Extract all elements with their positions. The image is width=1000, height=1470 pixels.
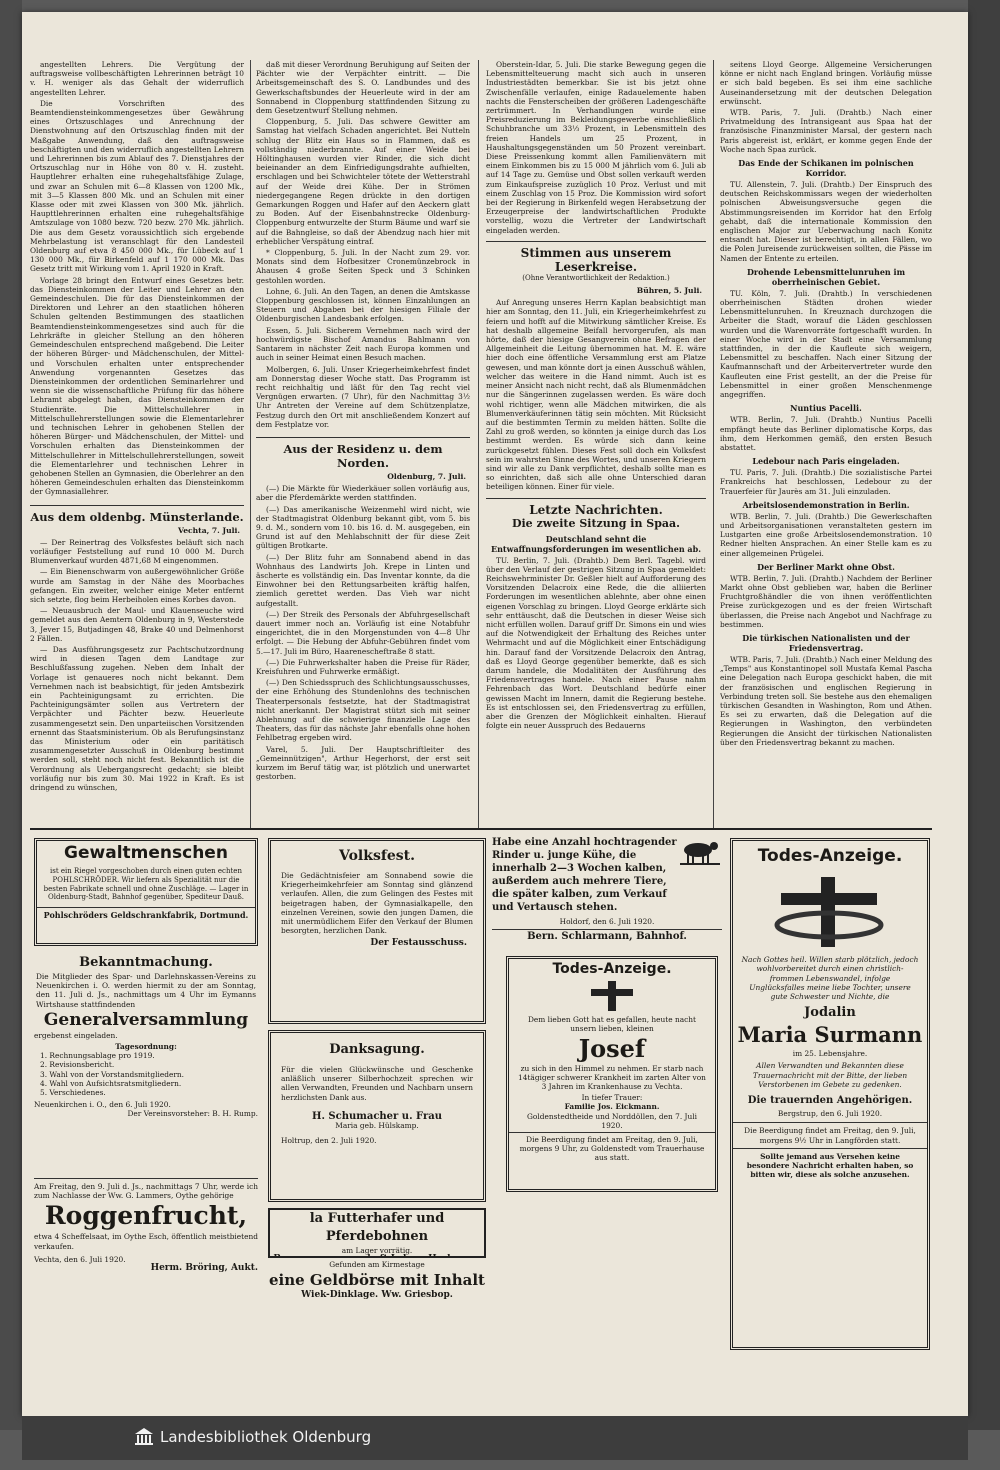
ad-headline: Generalversammlung (43, 1009, 249, 1030)
ad-date: Goldenstedtheide und Norddöllen, den 7. Juli 1920. (527, 1111, 697, 1130)
ad-kuehe-top (492, 836, 722, 914)
library-building-icon (134, 1426, 154, 1446)
article-paragraph: Auf Anregung unseres Herrn Kaplan beabsichtigt man hier am Sonntag, den 11. Juli, ein Kriegerheimkehrfest zu feiern und hofft auf die Mitwirkung sämtlicher Kreise. Es hat deshalb allgemeine Beifall hervorgerufen, als man hörte, daß der hiesige Gesangverein ohne Befragen der Allgemeinheit die Leitung übernommen hat. M. E. wäre hier doch eine öffentliche Versammlung erst am Platze gewesen, und man könnte dort ja einen Ausschuß wählen, welcher das weitere in die Hand nimmt. Auch ist es meiner Ansicht nach nicht recht, daß als Blumenmädchen nur die Sängerinnen zugelassen werden. Es wäre doch wohl richtiger, wenn alle Mädchen mitwirken, die als Blumenverkäuferinnen tätig sein möchten. Mit Rücksicht auf die bestimmten Termin zu melden hätten. Sollte die Zahl zu groß werden, so könnten ja einige durch das Los bestimmt werden. Es würde sich dann keine zurückgesetzt fühlen. Dieses Fest soll doch ein Volksfest sein im wahrsten Sinne des Wortes, und unseren Kriegern sind wir alle zu Dank verpflichtet, deshalb sollte man es so einrichten, daß sich alle ohne Unterschied daran beteiligen können. Einer für viele. (486, 298, 706, 492)
scan-left-edge (0, 0, 22, 1430)
article-paragraph: Oberstein-Idar, 5. Juli. Die starke Bewegung gegen die Lebensmittelteuerung macht sich auch in unseren Industriestädten bemerkbar. Sie ist bis jetzt ohne Zwischenfälle verlaufen, einige Radauelemente haben nachts die Fensterscheiben der größeren Ladengeschäfte zertrümmert. In Verhandlungen wurde eine Preisreduzierung im Bekleidungsgewerbe einschließlich Schuhbranche um 33⅓ Prozent, in Lebensmitteln des freien Handels um 25 Prozent, in Haushaltungsgegenständen um 50 Prozent vereinbart. Diese Preissenkung kommt allen Familienvätern mit einem Einkommen bis zu 15 000 M jährlich vom 6. Juli ab auf 14 Tage zu. Gemüse und Obst sollen verkauft werden zum Einkaufspreise zuzüglich 10 Proz. Verlust und mit einem Zuschlag von 15 Proz. Die Kommission wird sofort bei der Regierung in Birkenfeld wegen Herabsetzung der Erzeugerpreise der landwirtschaftlichen Produkte vorstellig, wozu die Vertreter der Landwirtschaft eingeladen werden. (486, 60, 706, 235)
ad-note: Die Beerdigung findet am Freitag, den 9. Juli, morgens 9½ Uhr in Langförden statt. (733, 1122, 927, 1147)
deceased-name: Maria Surmann (737, 1022, 923, 1048)
article-paragraph: (—) Den Schiedsspruch des Schlichtungsausschusses, der eine Erhöhung des Stundenlohns des technischen Theaterpersonals festsetzte, hat der Stadtmagistrat nicht anerkannt. Der Magistrat stützt sich mit seiner Ablehnung auf die schwierige finanzielle Lage des Theaters, das für das nächste Jahr ebenfalls ohne hohen Fehlbetrag ergeben wird. (256, 678, 470, 743)
ad-date: Holtrup, den 2. Juli 1920. (281, 1136, 377, 1146)
ad-text: Habe eine Anzahl hochtragender Rinder u. junge Kühe, die innerhalb 2—3 Wochen kalben, außerdem auch mehrere Tiere, die später kalben, zum Verkauf und Vertausch stehen. (492, 837, 677, 913)
article-paragraph: daß mit dieser Verordnung Beruhigung auf Seiten der Pächter wie der Verpächter eintritt. — Die Arbeitsgemeinschaft des S. O. Landbundes und des Gewerkschaftsbundes der Heuerleute wird in der am Sonnabend in Cloppenburg stattfindenden Sitzung zu dem Gesetzentwurf Stellung nehmen. (256, 60, 470, 116)
ad-title: Volksfest. (339, 848, 415, 864)
ad-pre-name: Jodalin (804, 1005, 856, 1021)
ad-text: Die Gedächtnisfeier am Sonnabend sowie die Kriegerheimkehrfeier am Sonntag sind glänzend verlaufen. Allen, die zum Gelingen des Festes mit beigetragen haben, der Gymnasialkapelle, den einzelnen Vereinen, sowie den jungen Damen, die mit unermüdlichem Eifer den Verkauf der Blumen besorgten, herzlichen Dank. (281, 871, 473, 936)
column-rule (250, 60, 251, 830)
news-columns (30, 60, 932, 830)
column-rule (713, 60, 714, 830)
headline: Das Ende der Schikanen im polnischen Korridor. (738, 158, 914, 179)
agenda-item: 5. Verschiedenes. (40, 1088, 106, 1098)
article-paragraph: WTB. Berlin, 7. Juli. (Drahtb.) Nuntius Pacelli empfängt heute das Berliner diplomatische Korps, das ihm, dem Herkommen gemäß, den ersten Besuch abstattet. (720, 415, 932, 452)
ad-text: etwa 4 Scheffelsaat, im Oythe Esch, öffentlich meistbietend verkaufen. (34, 1232, 258, 1251)
cross-wreath-icon (755, 871, 905, 951)
deceased-name: Josef (578, 1033, 646, 1063)
column-1 (30, 60, 244, 830)
section-heading-residenz: Aus der Residenz u. dem Norden. (256, 437, 470, 470)
ad-volksfest (268, 838, 486, 1024)
ad-date: Vechta, den 6. Juli 1920. (34, 1254, 126, 1264)
section-heading-letzte-nachrichten: Letzte Nachrichten. (486, 498, 706, 517)
ad-date: Holdorf, den 6. Juli 1920. (559, 917, 655, 926)
ad-title: Gewaltmenschen (64, 843, 228, 863)
ad-todes-anzeige-josef (506, 956, 718, 1192)
article-paragraph: — Der Reinertrag des Volksfestes beläuft sich nach vorläufiger Feststellung auf rund 10 000 M. Durch Blumenverkauf wurden 4871,68 M eingenommen. (30, 537, 244, 566)
ad-text: ist ein Riegel vorgeschoben durch einen guten echten POHLSCHRÖDER. Wir liefern als Spezialität nur die besten Fabrikate schnell und ohne Zuschläge. — Lager in Oldenburg-Stadt, Bahnhof gegenüber, Spediteur Dauß. (43, 867, 249, 902)
article-paragraph: (—) Der Blitz fuhr am Sonnabend abend in das Wohnhaus des Landwirts Joh. Krepe in Linten und äscherte es vollständig ein. Das Inventar konnte, da die Einwohner bei den Rettungsarbeiten kräftig halfen, ziemlich gerettet werden. Das Vieh war nicht aufgestallt. (256, 552, 470, 608)
ad-text: am Lager vorrätig. (341, 1246, 413, 1255)
ad-footer: Pohlschröders Geldschrankfabrik, Dortmund. (37, 907, 255, 920)
article-paragraph: angestellten Lehrers. Die Vergütung der auftragsweise vollbeschäftigten Lehrerinnen beträgt 10 v. H. weniger als das Gehalt der widerruflich angestellten Lehrer. (30, 60, 244, 97)
ad-headline: Roggenfrucht, (44, 1201, 248, 1231)
cross-icon (577, 979, 647, 1013)
news-subhead: Deutschland sehnt die Entwaffnungsforderungen im wesentlichen ab. (491, 533, 701, 554)
ad-note: Die Beerdigung findet am Freitag, den 9. Juli, morgens 9 Uhr, zu Goldenstedt vom Trauerhause aus statt. (509, 1132, 715, 1165)
dateline: Oldenburg, 7. Juli. (387, 471, 466, 481)
agenda-item: 4. Wahl von Aufsichtsratsmitgliedern. (40, 1078, 182, 1088)
ad-text: Allen Verwandten und Bekannten diese Trauernachricht mit der Bitte, der lieben Verstorbenen im Gebete zu gedenken. (752, 1061, 908, 1089)
article-paragraph: (—) Die Märkte für Wiederkäuer sollen vorläufig aus, aber die Pferdemärkte werden stattfinden. (256, 484, 470, 503)
agenda-item: 3. Wahl von der Vorstandsmitgliedern. (40, 1069, 184, 1079)
ad-mourn: In tiefer Trauer: (581, 1093, 643, 1103)
section-heading-muensterland: Aus dem oldenbg. Münsterlande. (30, 505, 244, 524)
ad-title: Danksagung. (329, 1042, 425, 1057)
article-paragraph: Die Vorschriften des Beamtendiensteinkommengesetzes über Gewährung eines Ortszuschlages und Anrechnung der Dienstwohnung auf den Ortszuschlag finden mit der Maßgabe Anwendung, daß den auftragsweise beschäftigten und den widerruflich angestellten Lehrern und Lehrerinnen bis zum Ablauf des 7. Dienstjahres der Ortszuschlag nur in Höhe von 80 v. H. zusteht. Hauptlehrer erhalten eine ruhegehaltsfähige Zulage, und zwar an Schulen mit 6—8 Klassen von 1200 Mk., mit 3—5 Klassen 800 Mk. und an Schulen mit einer Klasse oder mit zwei Klassen von 300 Mk. jährlich. Haupttlehrerinnen erhalten eine ruhegehaltsfähige Amtszulage von 1080 bezw. 720 bezw. 270 Mk. jährlich. Die aus dem Gesetz voraussichtlich sich ergebende Mehrbelastung ist veranschlagt für den Landesteil Oldenburg auf etwa 8 450 000 Mk., für Lübeck auf 1 130 000 Mk., für Birkenfeld auf 1 170 000 Mk. Das Gesetz tritt mit Wirkung vom 1. April 1920 in Kraft. (30, 98, 244, 274)
ad-headline: eine Geldbörse mit Inhalt (269, 1271, 485, 1290)
ad-footer (270, 1255, 484, 1258)
article-paragraph: TU. Paris, 7. Juli. (Drahtb.) Die sozialistische Partei Frankreichs hat beschlossen, Ledebour zu der Trauerfeier für Jaurès am 31. Juli einzuladen. (720, 468, 932, 496)
ad-note: Sollte jemand aus Versehen keine besondere Nachricht erhalten haben, so bitten wir, diese als solche anzusehen. (733, 1148, 927, 1183)
ad-date: Bergstrup, den 6. Juli 1920. (777, 1109, 883, 1119)
article-paragraph: * Cloppenburg, 5. Juli. In der Nacht zum 29. vor. Monats sind dem Hofbesitzer Cronemünzebrock in Ahausen 4 große Seiten Speck und 3 Schinken gestohlen worden. (256, 248, 470, 285)
section-subtitle: (Ohne Verantwortlichkeit der Redaktion.) (522, 273, 670, 282)
library-footer-bar (22, 1416, 968, 1460)
article-paragraph: WTB. Paris, 7. Juli. (Drahtb.) Nach einer Privatmeldung des Intransigeant aus Spaa hat der französische Finanzminister Marsal, der gestern nach Paris abgereist ist, erklärt, er komme gegen Ende der Woche nach Spaa zurück. (720, 108, 932, 154)
ad-signature: Der Festausschuss. (370, 938, 467, 949)
ad-title: Todes-Anzeige. (757, 846, 903, 866)
ad-date: Neuenkirchen i. O., den 6. Juli 1920. (34, 1100, 171, 1110)
column-3 (486, 60, 706, 830)
ad-gewaltmenschen (34, 838, 258, 946)
article-paragraph: (—) Der Streik des Personals der Abfuhrgesellschaft dauert immer noch an. Vorläufig ist eine Notabfuhr eingerichtet, die in den Morgenstunden von 4—8 Uhr erfolgt. — Die Hebung der Abfuhr-Gebühren findet vom 5.—17. Juli im Büro, Haarenescheftraße 8 statt. (256, 609, 470, 656)
article-paragraph: WTB. Berlin, 7. Juli. (Drahtb.) Die Gewerkschaften und Arbeitsorganisationen veranstalteten gestern im Lustgarten eine große Arbeitslosendemonstration. 10 Redner hielten Ansprachen. An einer Stelle kam es zu einer allgemeinen Prügelei. (720, 511, 932, 558)
headline: Arbeitslosendemonstration in Berlin. (742, 499, 910, 510)
article-paragraph: Vorlage 28 bringt den Entwurf eines Gesetzes betr. das Diensteinkommen der Leiter und Lehrer an den Gemeindeschulen. Die für das Diensteinkommen der Direktoren und Lehrer an den staatlichen höheren Schulen geltenden Bestimmungen des staatlichen Beamtendiensteinkommengesetzes sind auch für die Lehrkräfte in gleicher Stellung an den höheren Gemeindeschulen entsprechend maßgebend. Die Leiter der höheren Bürger- und Mädchenschulen, der Mittel- und Vorschulen erhalten unter entsprechender Anwendung vorgenannten Gesetzes das Diensteinkommen der ordentlichen Seminarlehrer und wenn sie die wissenschaftliche Prüfung für das höhere Lehramt abgelegt haben, das Diensteinkommen der Studienräte. Die Mittelschullehrer in Mittelschullehrerstellungen sowie die Elementarlehrer und technischen Lehrer in gehobenen Stellen der höheren Bürger- und Mädchenschulen, der Mittel- und Vorschulen erhalten das Diensteinkommen der Mittelschullehrer in Mittelschullehrerstellungen, soweit die Elementarlehrer und technischen Lehrer in gehobenen Stellen an Gymnasien, die Oberlehrer an den höheren Gemeindeschulen erhalten das Diensteinkomm der Gymnasiallehrer. (30, 275, 244, 497)
ad-names: H. Schumacher u. Frau (312, 1110, 442, 1122)
article-paragraph: (—) Das amerikanische Weizenmehl wird nicht, wie der Stadtmagistrat Oldenburg bekannt gibt, vom 5. bis 9. d. M., sondern vom 10. bis 16. d. M. ausgegeben, ein Grund ist auf den Mehlabschnitt der für diese Zeit gültigen Brotkarte. (256, 504, 470, 551)
ad-text: zu sich in den Himmel zu nehmen. Er starb nach 14tägiger schwerer Krankheit im zarten Alter von 3 Jahren im Krankenhause zu Vechta. (518, 1063, 706, 1092)
agenda-item: 1. Rechnungsablage pro 1919. (40, 1051, 155, 1061)
library-name: Landesbibliothek Oldenburg (160, 1428, 372, 1446)
ad-title: Todes-Anzeige. (552, 961, 672, 977)
ad-age: im 25. Lebensjahre. (792, 1049, 868, 1059)
agenda-list (34, 1051, 258, 1097)
article-paragraph: WTB. Berlin, 7. Juli. (Drahtb.) Nachdem der Berliner Markt ohne Obst geblieben war, haben die Berliner Fruchtgroßhändler die von ihnen veröffentlichten Preise zurückgezogen und es der freien Wirtschaft überlassen, die Preise nach Angebot und Nachfrage zu bestimmen. (720, 573, 932, 629)
ad-roggenfrucht (34, 1178, 258, 1352)
article-paragraph: (—) Die Fuhrwerkshalter haben die Preise für Räder, Kreisfuhren und Fuhrwerke ermäßigt. (256, 657, 470, 676)
headline: Ledebour nach Paris eingeladen. (752, 456, 900, 467)
ad-text: Dem lieben Gott hat es gefallen, heute nacht unsern lieben, kleinen (527, 1015, 697, 1034)
headline: Die türkischen Nationalisten und der Friedensvertrag. (742, 632, 910, 653)
ad-signature: Herm. Bröring, Aukt. (150, 1263, 258, 1274)
ad-danksagung (268, 1030, 486, 1202)
ad-text: Für die vielen Glückwünsche und Geschenke anläßlich unserer Silberhochzeit sprechen wir allen Verwandten, Freunden und Nachbarn unsern herzlichsten Dank aus. (281, 1065, 473, 1102)
ad-footer: Wiek-Dinklage. Ww. Griesbop. (301, 1290, 453, 1301)
column-rule (478, 60, 479, 830)
headline: Der Berliner Markt ohne Obst. (757, 561, 895, 572)
article-paragraph: — Neuausbruch der Maul- und Klauenseuche wird gemeldet aus den Aemtern Oldenburg in 9, Westerstede 3, Jever 15, Butjadingen 48, Brake 40 und Delmenhorst 2 Fällen. (30, 606, 244, 643)
article-paragraph: seitens Lloyd George. Allgemeine Versicherungen könne er nicht nach England bringen. Vorläufig müsse er sich bald begeben. Es sei ihm eine sachliche Auseinandersetzung mit der deutschen Delegation erwünscht. (720, 60, 932, 106)
ad-signature: Der Vereinsvorsteher: B. H. Rump. (127, 1109, 258, 1119)
ad-subnames: Maria geb. Hülskamp. (335, 1121, 419, 1131)
article-paragraph: Molbergen, 6. Juli. Unser Kriegerheimkehrfest findet am Donnerstag dieser Woche statt. Das Programm ist recht reichhaltig und läßt für den Tag recht viel Vergnügen erwarten. (7 Uhr), für den Nachmittag 3½ Uhr Antreten der Vereine auf dem Schützenplatze, Festzug durch den Ort mit anschließendem Konzert auf dem Festplatze vor. (256, 364, 470, 429)
ad-text: Die Mitglieder des Spar- und Darlehnskassen-Vereins zu Neuenkirchen i. O. werden hiermit zu der am Sonntag, den 11. Juli d. Js., nachmittags um 4 Uhr im Eymanns Wirtshause stattfindenden (36, 972, 256, 1009)
headline: Drohende Lebensmittelunruhen im oberrheinischen Gebiet. (746, 266, 906, 287)
article-paragraph: WTB. Paris, 7. Juli. (Drahtb.) Nach einer Meldung des „Temps" aus Konstantinopel soll Mustafa Kemal Pascha eine Delegation nach Europa geschickt haben, die mit der französischen und englischen Regierung in Verbindung treten soll. Sie bestehe aus den ehemaligen türkischen Gesandten in Washington, Rom und Athen. Es sei zu erwarten, daß die Delegation auf die Regierungen in Washington, den verbündeten Regierungen die Ansicht der türkischen Nationalisten über den Friedensvertrag bekannt zu machen. (720, 654, 932, 747)
advertisement-section (30, 828, 932, 1348)
dateline: Vechta, 7. Juli. (178, 525, 240, 535)
article-paragraph: — Ein Bienenschwarm von außergewöhnlicher Größe wurde am Samstag in der Nähe des Moorbaches gefangen. Ein zweiter, welcher einige Meter entfernt sich setzte, flog beim Herbeiholen eines Korbes davon. (30, 567, 244, 604)
article-paragraph: TU. Allenstein, 7. Juli. (Drahtb.) Der Einspruch des deutschen Reichskommissars wegen der wiederholten polnischen Abweisungsversuche gegen die Abstimmungsreisenden im Korridor hat den Erfolg gehabt, daß die internationale Kommission den englischen Major zur Ueberwachung nach Konitz entsandt hat. Dieser ist berechtigt, in allen Fällen, wo die Polen Jureisende zurückweisen sollten, die Pässe im Namen der Entente zu erteilen. (720, 180, 932, 263)
agenda-item: 2. Revisionsbericht. (40, 1060, 115, 1070)
article-paragraph: Essen, 5. Juli. Sicherem Vernehmen nach wird der hochwürdigste Bischof Amandus Bahlmann von Santarem in nächster Zeit nach Europa kommen und auch in seiner Heimat einen Besuch machen. (256, 325, 470, 363)
family-name: Familie Jos. Eickmann. (564, 1102, 660, 1112)
ad-futterhafer (268, 1208, 486, 1258)
article-paragraph: Cloppenburg, 5. Juli. Das schwere Gewitter am Samstag hat vielfach Schaden angerichtet. Bei Nutteln schlug der Blitz ein Haus so in Flammen, daß es vollständig niederbrannte. Auf einer Weide bei Höltinghausen wurden vier Rinder, die sich dicht beieinander an dem Einfriedigungsdrahte aufhielten, erschlagen und bei Schwichteler tötete der Wetterstrahl auf der Weide drei Kühe. Der in Strömen niedergegangene Regen drückte in den dortigen Gemarkungen Roggen und Hafer auf den Aeckern glatt zu Boden. Auf der Eisenbahnstrecke Oldenburg-Cloppenburg entwurzelte der Sturm Bäume und warf sie auf die Bahngleise, so daß der Abendzug nach hier mit erheblicher Verspätung eintraf. (256, 117, 470, 246)
article-paragraph: — Das Ausführungsgesetz zur Pachtschutzordnung wird in diesen Tagen dem Landtage zur Beschlußfassung zugehen. Neben dem Inhalt der Vorlage ist genaueres noch nicht bekannt. Dem Vernehmen nach ist beabsichtigt, für jeden Amtsbezirk ein Pachteinigungsamt zu errichten. Die Pachteinigungsämter sollen aus Vertretern der Verpächter und Pächter bezw. Heuerleute zusammengesetzt sein. Den unparteiischen Vorsitzenden ernennt das Staatsministerium. Ob als Berufungsinstanz das Ministerium oder ein paritätisch zusammengesetzter Ausschuß in Oldenburg bestimmt werden soll, steht noch nicht fest. Bekanntlich ist die Verordnung als Uebergangsrecht gedacht; sie bleibt vorläufig nur bis zum 30. Mai 1922 in Kraft. Es ist dringend zu wünschen, (30, 644, 244, 793)
agenda-title: Tagesordnung: (115, 1042, 177, 1052)
article-paragraph: Lohne, 6. Juli. An den Tagen, an denen die Amtskasse Cloppenburg geschlossen ist, können Einzahlungen an Steuern und Abgaben bei der hiesigen Filiale der Oldenburgischen Landesbank erfolgen. (256, 286, 470, 324)
ad-mourn: Die trauernden Angehörigen. (747, 1095, 913, 1107)
column-4 (720, 60, 932, 830)
section-heading-leserkreis: Stimmen aus unserem Leserkreise. (486, 241, 706, 274)
article-paragraph: TU. Berlin, 7. Juli. (Drahtb.) Dem Berl. Tagebl. wird über den Verlauf der gestrigen Sitzung in Spaa gemeldet: Reichswehrminister Dr. Geßler hielt auf Aufforderung des Vorsitzenden Delacroix eine Rede, die die alliierten Forderungen im wesentlichen ablehnte, aber ohne einen eigenen Vorschlag zu bringen. Lloyd George erklärte sich sehr enttäuscht, daß die Deutschen in dieser Weise sich nicht erfüllen wollen. Darauf griff Dr. Simons ein und wies auf die Notwendigkeit der Erhaltung des Reiches unter Wehrmacht und auf die Möglichkeit einer Entschädigung hin. Darauf fand der Vorsitzende Delacroix den Antrag, daß es Lloyd George gegenüber bemerkte, daß es sich darum handele, die Modalitäten der Ausführung des Friedensvertrages handele. Nach einer Pause nahm Fehrenbach das Wort. Deutschland bedürfe einer gewissen Macht im Innern, damit die Regierung bestehe. Es ist entschlossen sei, den Friedensvertrag zu erfüllen, aber die Grenzen der Möglichkeit einhalten. Hierauf folgte ein neuer Ausspruch des Bedauerns (486, 555, 706, 731)
article-paragraph: TU. Köln, 7. Juli. (Drahtb.) In verschiedenen oberrheinischen Städten drohen wieder Lebensmittelunruhen. In Kreuznach durchzogen die Arbeiter die Stadt, worauf die Läden geschlossen wurden und die Warenvorräte fortgeschafft wurden. In einer Woche wird in der Stadt eine Versammlung stattfinden, in der die Kaufleute sich weigern, Lebensmittel zu beschaffen. Nach einer Sitzung der Kaufmannschaft und der Arbeitervertreter wurde den Kaufleuten eine Frist gestellt, an der die Preise für Lebensmittel in einer großen Menschenmenge angegriffen. (720, 288, 932, 400)
scan-right-edge (968, 0, 1000, 1430)
headline: Nuntius Pacelli. (790, 403, 862, 414)
cow-icon (678, 836, 722, 866)
ad-bekanntmachung (34, 954, 258, 1174)
ad-geldboerse (268, 1260, 486, 1350)
ad-text: Nach Gottes heil. Willen starb plötzlich, jedoch wohlvorbereitet durch einen christlich-frommen Lebenswandel, infolge Unglücksfalles meine liebe Tochter, unsere gute Schwester und Nichte, die (741, 955, 919, 1002)
ad-text: Am Freitag, den 9. Juli d. Js., nachmittags 7 Uhr, werde ich zum Nachlasse der Ww. G. Lammers, Oythe gehörige (34, 1178, 258, 1200)
ad-text: Gefunden am Kirmestage (329, 1260, 425, 1269)
ad-title: la Futterhafer und Pferdebohnen (309, 1211, 445, 1244)
dateline: Bühren, 5. Juli. (636, 286, 702, 296)
ad-signature: Bern. Schlarmann, Bahnhof. (492, 929, 722, 941)
ad-text: ergebenst eingeladen. (34, 1030, 118, 1040)
column-2 (256, 60, 470, 830)
news-subtitle: Die zweite Sitzung in Spaa. (511, 516, 681, 530)
article-paragraph: Varel, 5. Juli. Der Hauptschriftleiter des „Gemeinnützigen", Arthur Hegerhorst, der erst seit kurzem im Beruf tätig war, ist plötzlich und unerwartet gestorben. (256, 744, 470, 782)
ad-title: Bekanntmachung. (79, 955, 213, 970)
ad-todes-anzeige-surmann (730, 838, 930, 1350)
ad-kuehe (492, 836, 722, 950)
